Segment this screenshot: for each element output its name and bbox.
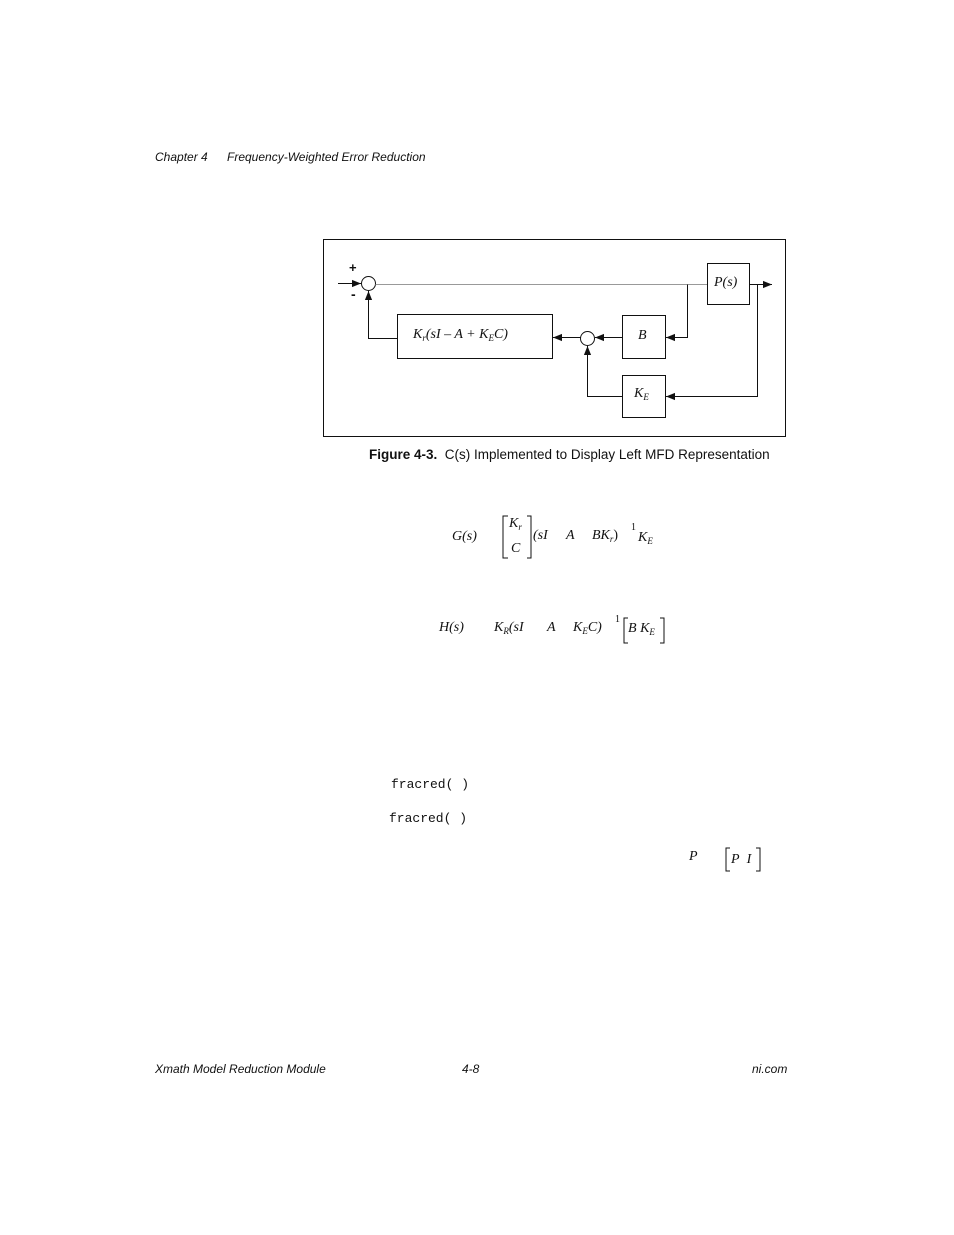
- h-equation-kr: $K_R(sI$: [494, 620, 524, 636]
- code-fracred-1: fracred( ): [391, 777, 470, 792]
- g-equation-bk: $BK_r$): [592, 528, 619, 544]
- h-equation-row: B $K_E$: [628, 621, 655, 637]
- p-equation-row: P I: [731, 852, 752, 867]
- g-equation-exponent: 1: [631, 522, 636, 533]
- minus-sign: -: [351, 286, 356, 302]
- h-equation-lhs: H(s): [439, 620, 464, 635]
- page-number: 4-8: [462, 1062, 480, 1076]
- plus-sign: +: [349, 260, 357, 275]
- ke-to-junction: [588, 346, 623, 397]
- g-matrix-top: $K_r$: [509, 516, 522, 532]
- g-equation-body: (sI: [533, 528, 548, 543]
- chapter-label: Chapter 4: [155, 150, 208, 164]
- footer-title: Xmath Model Reduction Module: [155, 1062, 326, 1076]
- g-matrix-bottom: C: [511, 541, 521, 556]
- ke-label: $K_E$: [634, 386, 649, 402]
- section-title: Frequency-Weighted Error Reduction: [227, 150, 426, 164]
- feedback-to-main-junction: [369, 291, 398, 339]
- g-equation-lhs: G(s): [452, 529, 477, 544]
- g-equation-a: A: [566, 528, 575, 543]
- code-fracred-2: fracred( ): [389, 811, 468, 826]
- block-diagram: [0, 0, 954, 480]
- footer-site: ni.com: [752, 1062, 788, 1076]
- b-label: B: [638, 328, 647, 343]
- h-equation-kec: $K_EC$): [573, 620, 602, 636]
- summing-junction-inner: [581, 332, 595, 346]
- summing-junction-main: [362, 277, 376, 291]
- g-equation-ke: $K_E$: [638, 530, 653, 546]
- feedback-label: $K_r(sI - A + K_EC)$: [413, 327, 508, 343]
- h-equation-exponent: 1: [615, 614, 620, 625]
- h-equation-a: A: [547, 620, 556, 635]
- figure-caption: Figure 4-3. C(s) Implemented to Display Left MFD Representation: [369, 447, 770, 462]
- p-equation-lhs: P: [689, 849, 698, 864]
- branch-to-b: [666, 285, 688, 338]
- plant-label: P(s): [714, 275, 738, 290]
